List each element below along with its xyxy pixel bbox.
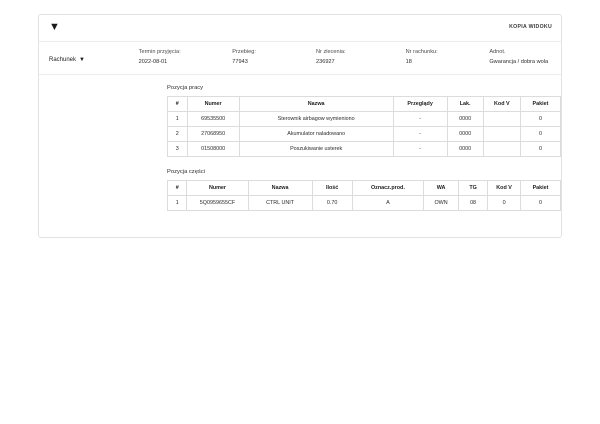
view-copy-label: KOPIA WIDOKU	[509, 24, 552, 30]
col-numer: Numer	[187, 97, 239, 112]
field-label: Adnot.	[489, 49, 506, 55]
cell-nazwa: Sterownik airbagow wymieniono	[239, 112, 393, 127]
field-value: Gwarancja / dobra wola	[489, 59, 549, 65]
table-header-row	[168, 181, 561, 196]
col-pakiet: Pakiet	[520, 97, 560, 112]
chevron-down-icon[interactable]: ▼	[49, 21, 60, 33]
work-section-title: Pozycja pracy	[167, 85, 204, 91]
table-row	[168, 112, 561, 127]
field-adnotacja	[479, 48, 561, 66]
col-nazwa: Nazwa	[248, 181, 312, 196]
col-nazwa: Nazwa	[239, 97, 393, 112]
col-oznacz-prod: Oznacz.prod.	[352, 181, 423, 196]
cell-ilosc: 0.70	[312, 196, 352, 211]
cell-kod-v	[483, 127, 520, 142]
cell-nazwa: Akumulator naladowano	[239, 127, 393, 142]
cell-przeglady: -	[393, 127, 447, 142]
cell-tg: 08	[459, 196, 488, 211]
col-pakiet: Pakiet	[521, 181, 561, 196]
parts-items-table	[167, 180, 561, 211]
cell-index: 3	[168, 142, 188, 157]
field-value: 236927	[315, 59, 335, 65]
cell-wa: OWN	[424, 196, 459, 211]
card-topbar	[39, 15, 561, 42]
col-index: #	[168, 181, 187, 196]
cell-oznacz-prod: A	[352, 196, 423, 211]
cell-nazwa: Poszukiwanie usterek	[239, 142, 393, 157]
col-lak: Lak.	[447, 97, 483, 112]
cell-pakiet: 0	[520, 112, 560, 127]
col-kod-v: Kod V	[488, 181, 521, 196]
table-row	[168, 196, 561, 211]
summary-row	[39, 42, 561, 75]
col-ilosc: Ilość	[312, 181, 352, 196]
table-row	[168, 127, 561, 142]
cell-lak: 0000	[447, 112, 483, 127]
cell-przeglady: -	[393, 142, 447, 157]
cell-lak: 0000	[447, 142, 483, 157]
cell-pakiet: 0	[521, 196, 561, 211]
cell-pakiet: 0	[520, 142, 560, 157]
field-label: Nr rachunku:	[405, 49, 438, 55]
col-przeglady: Przeglądy	[393, 97, 447, 112]
field-nr-rachunku	[396, 48, 480, 66]
field-nr-zlecenia	[306, 48, 396, 66]
card-body	[39, 75, 561, 237]
field-value: 77943	[232, 59, 248, 65]
table-header-row	[168, 97, 561, 112]
cell-index: 1	[168, 196, 187, 211]
cell-kod-v: 0	[488, 196, 521, 211]
col-kod-v: Kod V	[483, 97, 520, 112]
account-toggle[interactable]	[39, 48, 129, 66]
cell-index: 1	[168, 112, 188, 127]
col-index: #	[168, 97, 188, 112]
account-label: Rachunek	[49, 57, 77, 63]
field-termin-przyjecia	[129, 48, 223, 66]
field-label: Przebieg:	[232, 49, 256, 55]
cell-numer: 69535500	[187, 112, 239, 127]
cell-przeglady: -	[393, 112, 447, 127]
field-label: Termin przyjęcia:	[138, 49, 181, 55]
cell-kod-v	[483, 142, 520, 157]
field-value: 2022-08-01	[138, 59, 168, 65]
parts-section-title: Pozycja części	[167, 169, 206, 175]
col-tg: TG	[459, 181, 488, 196]
cell-kod-v	[483, 112, 520, 127]
field-value: 18	[405, 59, 412, 65]
invoice-card	[38, 14, 562, 238]
field-przebieg	[222, 48, 306, 66]
col-numer: Numer	[187, 181, 248, 196]
table-row	[168, 142, 561, 157]
cell-numer: 27068950	[187, 127, 239, 142]
field-label: Nr zlecenia:	[315, 49, 346, 55]
cell-nazwa: CTRL UNIT	[248, 196, 312, 211]
col-wa: WA	[424, 181, 459, 196]
work-items-table	[167, 96, 561, 157]
chevron-down-icon[interactable]: ▼	[79, 57, 85, 63]
cell-pakiet: 0	[520, 127, 560, 142]
cell-index: 2	[168, 127, 188, 142]
cell-lak: 0000	[447, 127, 483, 142]
cell-numer: 01508000	[187, 142, 239, 157]
cell-numer: 5Q0959655CF	[187, 196, 248, 211]
